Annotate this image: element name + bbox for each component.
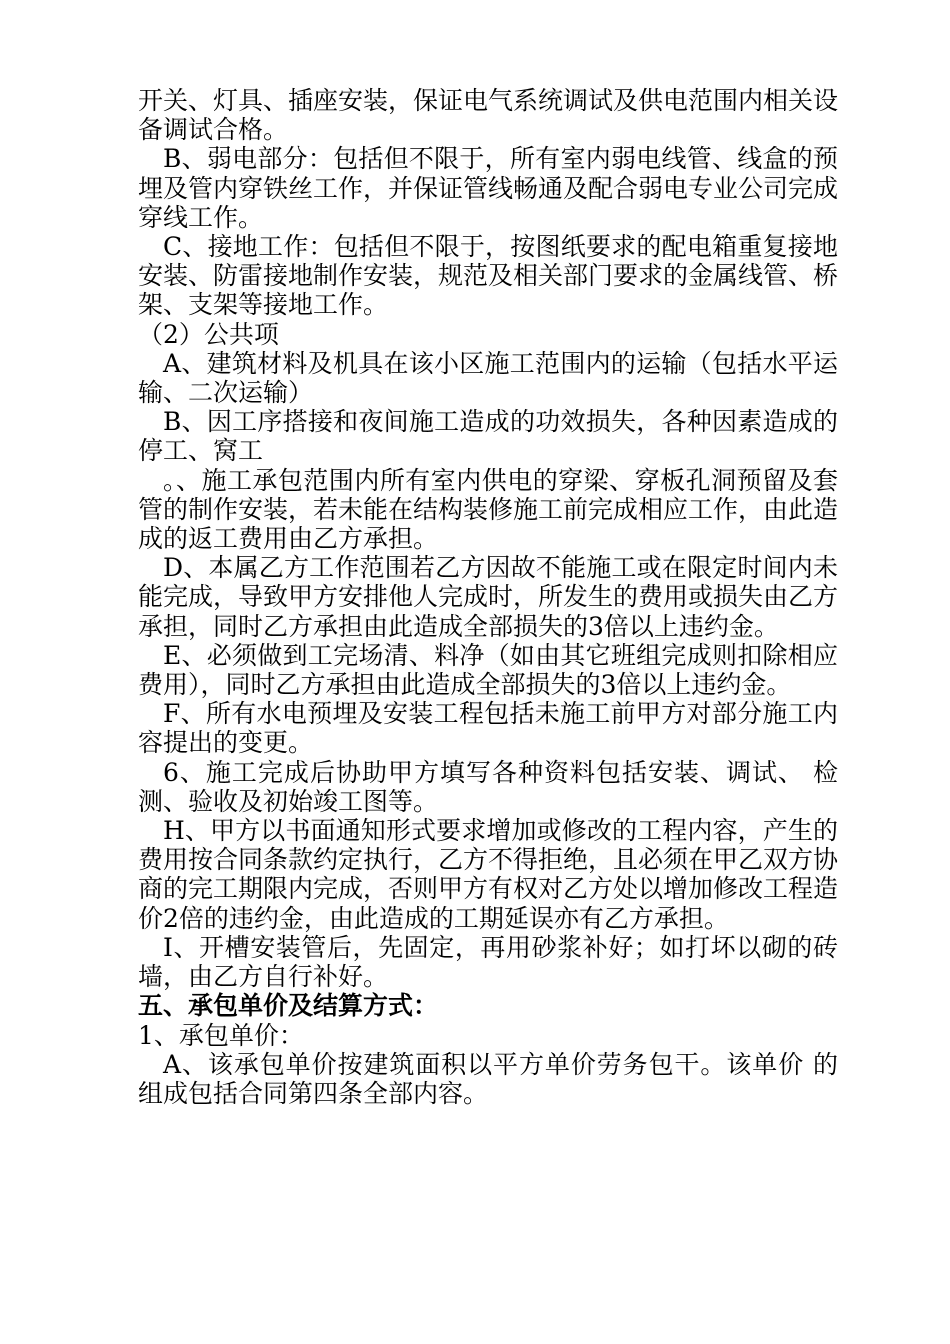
paragraph: （2）公共项	[138, 319, 279, 349]
paragraph: 6、施工完成后协助甲方填写各种资料包括安装、调试、 检测、验收及初始竣工图等。	[138, 757, 838, 816]
subsection-title: 1、承包单价：	[138, 1020, 304, 1050]
final-paragraph: A、该承包单价按建筑面积以平方单价劳务包干。该单价 的组成包括合同第四条全部内容。	[138, 1049, 838, 1108]
paragraph: 开关、灯具、插座安装，保证电气系统调试及供电范围内相关设备调试合格。	[138, 86, 839, 145]
paragraph: 。、施工承包范围内所有室内供电的穿梁、穿板孔洞预留及套管的制作安装，若未能在结构装修施工前完成相应工作，由此造成的返工费用由乙方承担。	[138, 465, 839, 554]
paragraph: E、必须做到工完场清、料净（如由其它班组完成则扣除相应费用），同时乙方承担由此造成全部损失的3倍以上违约金。	[138, 640, 838, 700]
paragraph: C、接地工作：包括但不限于，按图纸要求的配电箱重复接地安装、防雷接地制作安装，规范及相关部门要求的金属线管、桥架、支架等接地工作。	[138, 232, 839, 320]
paragraph: H、甲方以书面通知形式要求增加或修改的工程内容，产生的费用按合同条款约定执行，乙方不得拒绝，且必须在甲乙双方协商的完工期限内完成，否则甲方有权对乙方处以增加修改工程造价2倍的违约金，由此造成的工期延误亦有乙方承担。	[138, 816, 839, 933]
paragraph: D、本属乙方工作范围若乙方因故不能施工或在限定时间内未能完成，导致甲方安排他人完成时，所发生的费用或损失由乙方承担，同时乙方承担由此造成全部损失的3倍以上违约金。	[138, 553, 839, 641]
paragraph: B、因工序搭接和夜间施工造成的功效损失，各种因素造成的停工、窝工	[138, 407, 838, 466]
paragraph: A、建筑材料及机具在该小区施工范围内的运输（包括水平运输、二次运输）	[138, 348, 838, 408]
paragraph-list	[138, 86, 838, 991]
paragraph: F、所有水电预埋及安装工程包括未施工前甲方对部分施工内容提出的变更。	[138, 699, 838, 758]
document-page	[138, 86, 838, 1108]
paragraph: I、开槽安装管后，先固定，再用砂浆补好；如打坏以砌的砖墙，由乙方自行补好。	[138, 932, 838, 992]
section-heading: 五、承包单价及结算方式：	[138, 991, 439, 1021]
paragraph: B、弱电部分：包括但不限于，所有室内弱电线管、线盒的预埋及管内穿铁丝工作，并保证管线畅通及配合弱电专业公司完成穿线工作。	[138, 144, 839, 232]
